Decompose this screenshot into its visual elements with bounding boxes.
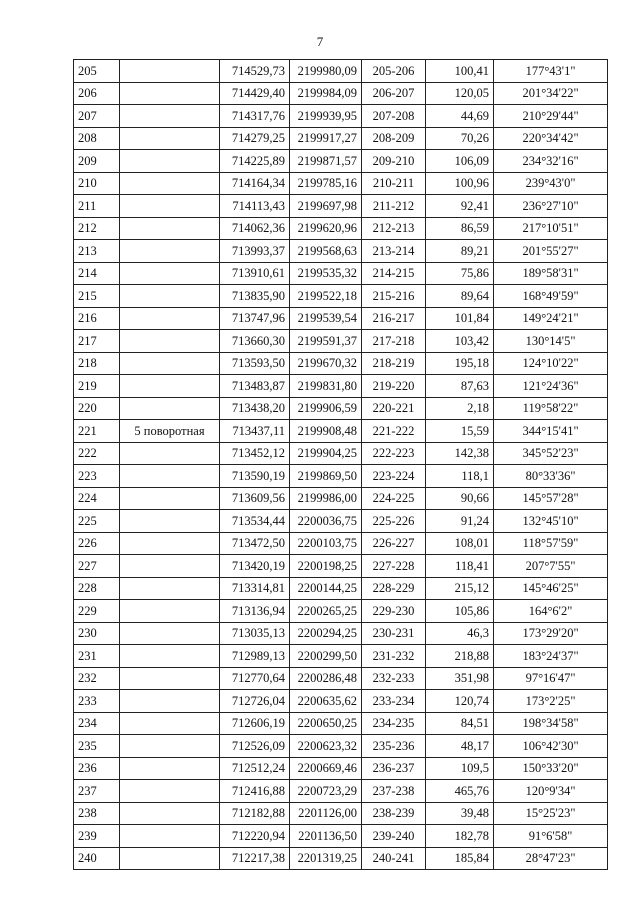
segment-cell: 217-218	[362, 330, 426, 353]
point-name-cell	[120, 690, 220, 713]
point-name-cell	[120, 532, 220, 555]
y-coordinate-cell: 2199670,32	[290, 352, 362, 375]
length-cell: 101,84	[426, 307, 494, 330]
point-name-cell	[120, 825, 220, 848]
y-coordinate-cell: 2200299,50	[290, 645, 362, 668]
segment-cell: 223-224	[362, 465, 426, 488]
table-row	[74, 60, 608, 83]
point-number-cell: 228	[74, 577, 120, 600]
segment-cell: 237-238	[362, 780, 426, 803]
segment-cell: 230-231	[362, 622, 426, 645]
length-cell: 92,41	[426, 195, 494, 218]
table-row	[74, 397, 608, 420]
y-coordinate-cell: 2200286,48	[290, 667, 362, 690]
point-name-cell	[120, 285, 220, 308]
segment-cell: 221-222	[362, 420, 426, 443]
point-name-cell	[120, 195, 220, 218]
x-coordinate-cell: 713660,30	[220, 330, 290, 353]
segment-cell: 214-215	[362, 262, 426, 285]
x-coordinate-cell: 713483,87	[220, 375, 290, 398]
table-row	[74, 307, 608, 330]
y-coordinate-cell: 2201319,25	[290, 847, 362, 870]
bearing-cell: 239°43'0"	[494, 172, 608, 195]
x-coordinate-cell: 712606,19	[220, 712, 290, 735]
point-number-cell: 226	[74, 532, 120, 555]
y-coordinate-cell: 2199939,95	[290, 105, 362, 128]
x-coordinate-cell: 714279,25	[220, 127, 290, 150]
point-number-cell: 233	[74, 690, 120, 713]
bearing-cell: 183°24'37"	[494, 645, 608, 668]
length-cell: 108,01	[426, 532, 494, 555]
x-coordinate-cell: 714225,89	[220, 150, 290, 173]
length-cell: 75,86	[426, 262, 494, 285]
y-coordinate-cell: 2199522,18	[290, 285, 362, 308]
bearing-cell: 173°29'20"	[494, 622, 608, 645]
segment-cell: 228-229	[362, 577, 426, 600]
bearing-cell: 207°7'55"	[494, 555, 608, 578]
x-coordinate-cell: 714429,40	[220, 82, 290, 105]
y-coordinate-cell: 2199831,80	[290, 375, 362, 398]
segment-cell: 213-214	[362, 240, 426, 263]
segment-cell: 236-237	[362, 757, 426, 780]
point-name-cell	[120, 757, 220, 780]
length-cell: 70,26	[426, 127, 494, 150]
point-number-cell: 234	[74, 712, 120, 735]
point-name-cell: 5 поворотная	[120, 420, 220, 443]
point-number-cell: 239	[74, 825, 120, 848]
point-number-cell: 209	[74, 150, 120, 173]
point-number-cell: 221	[74, 420, 120, 443]
bearing-cell: 121°24'36"	[494, 375, 608, 398]
y-coordinate-cell: 2199568,63	[290, 240, 362, 263]
segment-cell: 233-234	[362, 690, 426, 713]
bearing-cell: 177°43'1"	[494, 60, 608, 83]
table-row	[74, 757, 608, 780]
y-coordinate-cell: 2200723,29	[290, 780, 362, 803]
x-coordinate-cell: 713136,94	[220, 600, 290, 623]
table-row	[74, 105, 608, 128]
x-coordinate-cell: 712526,09	[220, 735, 290, 758]
x-coordinate-cell: 714317,76	[220, 105, 290, 128]
x-coordinate-cell: 713593,50	[220, 352, 290, 375]
point-number-cell: 230	[74, 622, 120, 645]
y-coordinate-cell: 2199871,57	[290, 150, 362, 173]
point-number-cell: 215	[74, 285, 120, 308]
table-row	[74, 510, 608, 533]
length-cell: 39,48	[426, 802, 494, 825]
length-cell: 100,96	[426, 172, 494, 195]
point-number-cell: 229	[74, 600, 120, 623]
x-coordinate-cell: 713534,44	[220, 510, 290, 533]
x-coordinate-cell: 712220,94	[220, 825, 290, 848]
x-coordinate-cell: 713609,56	[220, 487, 290, 510]
point-number-cell: 212	[74, 217, 120, 240]
segment-cell: 224-225	[362, 487, 426, 510]
point-name-cell	[120, 217, 220, 240]
y-coordinate-cell: 2200635,62	[290, 690, 362, 713]
bearing-cell: 145°57'28"	[494, 487, 608, 510]
table-row	[74, 690, 608, 713]
length-cell: 182,78	[426, 825, 494, 848]
y-coordinate-cell: 2199906,59	[290, 397, 362, 420]
y-coordinate-cell: 2201136,50	[290, 825, 362, 848]
point-name-cell	[120, 735, 220, 758]
point-name-cell	[120, 667, 220, 690]
point-number-cell: 211	[74, 195, 120, 218]
bearing-cell: 124°10'22"	[494, 352, 608, 375]
point-number-cell: 214	[74, 262, 120, 285]
table-row	[74, 645, 608, 668]
y-coordinate-cell: 2199904,25	[290, 442, 362, 465]
point-name-cell	[120, 442, 220, 465]
point-number-cell: 227	[74, 555, 120, 578]
bearing-cell: 164°6'2"	[494, 600, 608, 623]
bearing-cell: 217°10'51"	[494, 217, 608, 240]
y-coordinate-cell: 2199539,54	[290, 307, 362, 330]
bearing-cell: 149°24'21"	[494, 307, 608, 330]
segment-cell: 212-213	[362, 217, 426, 240]
x-coordinate-cell: 713835,90	[220, 285, 290, 308]
x-coordinate-cell: 713993,37	[220, 240, 290, 263]
x-coordinate-cell: 712182,88	[220, 802, 290, 825]
point-name-cell	[120, 172, 220, 195]
point-name-cell	[120, 712, 220, 735]
table-row	[74, 825, 608, 848]
point-number-cell: 208	[74, 127, 120, 150]
y-coordinate-cell: 2199908,48	[290, 420, 362, 443]
length-cell: 215,12	[426, 577, 494, 600]
y-coordinate-cell: 2200265,25	[290, 600, 362, 623]
table-row	[74, 667, 608, 690]
length-cell: 195,18	[426, 352, 494, 375]
length-cell: 44,69	[426, 105, 494, 128]
y-coordinate-cell: 2200294,25	[290, 622, 362, 645]
segment-cell: 227-228	[362, 555, 426, 578]
table-row	[74, 600, 608, 623]
length-cell: 46,3	[426, 622, 494, 645]
table-row	[74, 240, 608, 263]
bearing-cell: 210°29'44"	[494, 105, 608, 128]
point-number-cell: 232	[74, 667, 120, 690]
point-number-cell: 207	[74, 105, 120, 128]
point-number-cell: 210	[74, 172, 120, 195]
x-coordinate-cell: 713910,61	[220, 262, 290, 285]
segment-cell: 234-235	[362, 712, 426, 735]
point-number-cell: 216	[74, 307, 120, 330]
y-coordinate-cell: 2199986,00	[290, 487, 362, 510]
y-coordinate-cell: 2200198,25	[290, 555, 362, 578]
table-row	[74, 195, 608, 218]
point-number-cell: 224	[74, 487, 120, 510]
length-cell: 89,21	[426, 240, 494, 263]
segment-cell: 209-210	[362, 150, 426, 173]
point-name-cell	[120, 307, 220, 330]
bearing-cell: 28°47'23"	[494, 847, 608, 870]
page-number: 7	[316, 34, 324, 49]
point-name-cell	[120, 645, 220, 668]
x-coordinate-cell: 713420,19	[220, 555, 290, 578]
x-coordinate-cell: 712989,13	[220, 645, 290, 668]
point-name-cell	[120, 352, 220, 375]
bearing-cell: 80°33'36"	[494, 465, 608, 488]
table-row	[74, 82, 608, 105]
segment-cell: 238-239	[362, 802, 426, 825]
x-coordinate-cell: 712217,38	[220, 847, 290, 870]
x-coordinate-cell: 713747,96	[220, 307, 290, 330]
length-cell: 86,59	[426, 217, 494, 240]
length-cell: 120,05	[426, 82, 494, 105]
point-number-cell: 206	[74, 82, 120, 105]
table-row	[74, 127, 608, 150]
point-name-cell	[120, 82, 220, 105]
table-row	[74, 262, 608, 285]
point-number-cell: 236	[74, 757, 120, 780]
point-name-cell	[120, 240, 220, 263]
table-row	[74, 712, 608, 735]
x-coordinate-cell: 713314,81	[220, 577, 290, 600]
x-coordinate-cell: 714113,43	[220, 195, 290, 218]
table-row	[74, 420, 608, 443]
table-row	[74, 330, 608, 353]
length-cell: 351,98	[426, 667, 494, 690]
x-coordinate-cell: 713438,20	[220, 397, 290, 420]
length-cell: 185,84	[426, 847, 494, 870]
bearing-cell: 97°16'47"	[494, 667, 608, 690]
bearing-cell: 189°58'31"	[494, 262, 608, 285]
bearing-cell: 345°52'23"	[494, 442, 608, 465]
y-coordinate-cell: 2199535,32	[290, 262, 362, 285]
table-row	[74, 285, 608, 308]
point-name-cell	[120, 397, 220, 420]
segment-cell: 220-221	[362, 397, 426, 420]
y-coordinate-cell: 2201126,00	[290, 802, 362, 825]
y-coordinate-cell: 2199591,37	[290, 330, 362, 353]
point-name-cell	[120, 375, 220, 398]
y-coordinate-cell: 2199917,27	[290, 127, 362, 150]
segment-cell: 206-207	[362, 82, 426, 105]
length-cell: 118,41	[426, 555, 494, 578]
length-cell: 142,38	[426, 442, 494, 465]
segment-cell: 219-220	[362, 375, 426, 398]
x-coordinate-cell: 712416,88	[220, 780, 290, 803]
table-body	[74, 60, 608, 870]
length-cell: 89,64	[426, 285, 494, 308]
point-name-cell	[120, 802, 220, 825]
bearing-cell: 145°46'25"	[494, 577, 608, 600]
bearing-cell: 198°34'58"	[494, 712, 608, 735]
y-coordinate-cell: 2200036,75	[290, 510, 362, 533]
bearing-cell: 120°9'34"	[494, 780, 608, 803]
bearing-cell: 119°58'22"	[494, 397, 608, 420]
table-row	[74, 577, 608, 600]
point-name-cell	[120, 577, 220, 600]
segment-cell: 210-211	[362, 172, 426, 195]
x-coordinate-cell: 714164,34	[220, 172, 290, 195]
length-cell: 218,88	[426, 645, 494, 668]
table-row	[74, 487, 608, 510]
point-number-cell: 220	[74, 397, 120, 420]
segment-cell: 231-232	[362, 645, 426, 668]
point-name-cell	[120, 330, 220, 353]
bearing-cell: 234°32'16"	[494, 150, 608, 173]
segment-cell: 226-227	[362, 532, 426, 555]
x-coordinate-cell: 713035,13	[220, 622, 290, 645]
boundary-points-table	[73, 59, 608, 870]
bearing-cell: 168°49'59"	[494, 285, 608, 308]
point-name-cell	[120, 127, 220, 150]
x-coordinate-cell: 712770,64	[220, 667, 290, 690]
bearing-cell: 130°14'5"	[494, 330, 608, 353]
bearing-cell: 106°42'30"	[494, 735, 608, 758]
length-cell: 100,41	[426, 60, 494, 83]
y-coordinate-cell: 2199697,98	[290, 195, 362, 218]
length-cell: 103,42	[426, 330, 494, 353]
bearing-cell: 173°2'25"	[494, 690, 608, 713]
segment-cell: 208-209	[362, 127, 426, 150]
table-row	[74, 150, 608, 173]
point-name-cell	[120, 847, 220, 870]
segment-cell: 240-241	[362, 847, 426, 870]
point-number-cell: 225	[74, 510, 120, 533]
table-row	[74, 442, 608, 465]
length-cell: 109,5	[426, 757, 494, 780]
bearing-cell: 15°25'23"	[494, 802, 608, 825]
bearing-cell: 201°34'22"	[494, 82, 608, 105]
bearing-cell: 132°45'10"	[494, 510, 608, 533]
x-coordinate-cell: 713452,12	[220, 442, 290, 465]
table-row	[74, 802, 608, 825]
point-name-cell	[120, 622, 220, 645]
table-row	[74, 555, 608, 578]
length-cell: 106,09	[426, 150, 494, 173]
segment-cell: 225-226	[362, 510, 426, 533]
point-name-cell	[120, 105, 220, 128]
point-name-cell	[120, 150, 220, 173]
point-name-cell	[120, 487, 220, 510]
point-number-cell: 218	[74, 352, 120, 375]
x-coordinate-cell: 713437,11	[220, 420, 290, 443]
point-name-cell	[120, 510, 220, 533]
x-coordinate-cell: 714529,73	[220, 60, 290, 83]
point-number-cell: 213	[74, 240, 120, 263]
length-cell: 105,86	[426, 600, 494, 623]
table-row	[74, 532, 608, 555]
point-number-cell: 217	[74, 330, 120, 353]
x-coordinate-cell: 714062,36	[220, 217, 290, 240]
y-coordinate-cell: 2200103,75	[290, 532, 362, 555]
segment-cell: 222-223	[362, 442, 426, 465]
table-row	[74, 352, 608, 375]
point-name-cell	[120, 60, 220, 83]
y-coordinate-cell: 2199984,09	[290, 82, 362, 105]
length-cell: 87,63	[426, 375, 494, 398]
length-cell: 2,18	[426, 397, 494, 420]
segment-cell: 211-212	[362, 195, 426, 218]
point-name-cell	[120, 780, 220, 803]
point-number-cell: 231	[74, 645, 120, 668]
point-number-cell: 237	[74, 780, 120, 803]
point-name-cell	[120, 262, 220, 285]
point-number-cell: 222	[74, 442, 120, 465]
table-row	[74, 217, 608, 240]
y-coordinate-cell: 2200650,25	[290, 712, 362, 735]
segment-cell: 239-240	[362, 825, 426, 848]
length-cell: 48,17	[426, 735, 494, 758]
point-name-cell	[120, 555, 220, 578]
table-row	[74, 735, 608, 758]
table-row	[74, 622, 608, 645]
segment-cell: 205-206	[362, 60, 426, 83]
length-cell: 15,59	[426, 420, 494, 443]
bearing-cell: 236°27'10"	[494, 195, 608, 218]
segment-cell: 207-208	[362, 105, 426, 128]
segment-cell: 218-219	[362, 352, 426, 375]
segment-cell: 216-217	[362, 307, 426, 330]
y-coordinate-cell: 2199785,16	[290, 172, 362, 195]
segment-cell: 215-216	[362, 285, 426, 308]
y-coordinate-cell: 2200623,32	[290, 735, 362, 758]
y-coordinate-cell: 2200669,46	[290, 757, 362, 780]
point-name-cell	[120, 465, 220, 488]
point-number-cell: 240	[74, 847, 120, 870]
y-coordinate-cell: 2199869,50	[290, 465, 362, 488]
bearing-cell: 201°55'27"	[494, 240, 608, 263]
y-coordinate-cell: 2199980,09	[290, 60, 362, 83]
length-cell: 118,1	[426, 465, 494, 488]
x-coordinate-cell: 712512,24	[220, 757, 290, 780]
y-coordinate-cell: 2199620,96	[290, 217, 362, 240]
x-coordinate-cell: 713472,50	[220, 532, 290, 555]
segment-cell: 235-236	[362, 735, 426, 758]
table-row	[74, 465, 608, 488]
point-number-cell: 219	[74, 375, 120, 398]
x-coordinate-cell: 712726,04	[220, 690, 290, 713]
y-coordinate-cell: 2200144,25	[290, 577, 362, 600]
x-coordinate-cell: 713590,19	[220, 465, 290, 488]
point-number-cell: 223	[74, 465, 120, 488]
point-name-cell	[120, 600, 220, 623]
length-cell: 91,24	[426, 510, 494, 533]
bearing-cell: 220°34'42"	[494, 127, 608, 150]
table-row	[74, 172, 608, 195]
segment-cell: 232-233	[362, 667, 426, 690]
bearing-cell: 91°6'58"	[494, 825, 608, 848]
table-row	[74, 847, 608, 870]
bearing-cell: 118°57'59"	[494, 532, 608, 555]
table-row	[74, 780, 608, 803]
length-cell: 90,66	[426, 487, 494, 510]
length-cell: 84,51	[426, 712, 494, 735]
point-number-cell: 238	[74, 802, 120, 825]
bearing-cell: 344°15'41"	[494, 420, 608, 443]
point-number-cell: 205	[74, 60, 120, 83]
table-row	[74, 375, 608, 398]
point-number-cell: 235	[74, 735, 120, 758]
length-cell: 465,76	[426, 780, 494, 803]
length-cell: 120,74	[426, 690, 494, 713]
bearing-cell: 150°33'20"	[494, 757, 608, 780]
segment-cell: 229-230	[362, 600, 426, 623]
